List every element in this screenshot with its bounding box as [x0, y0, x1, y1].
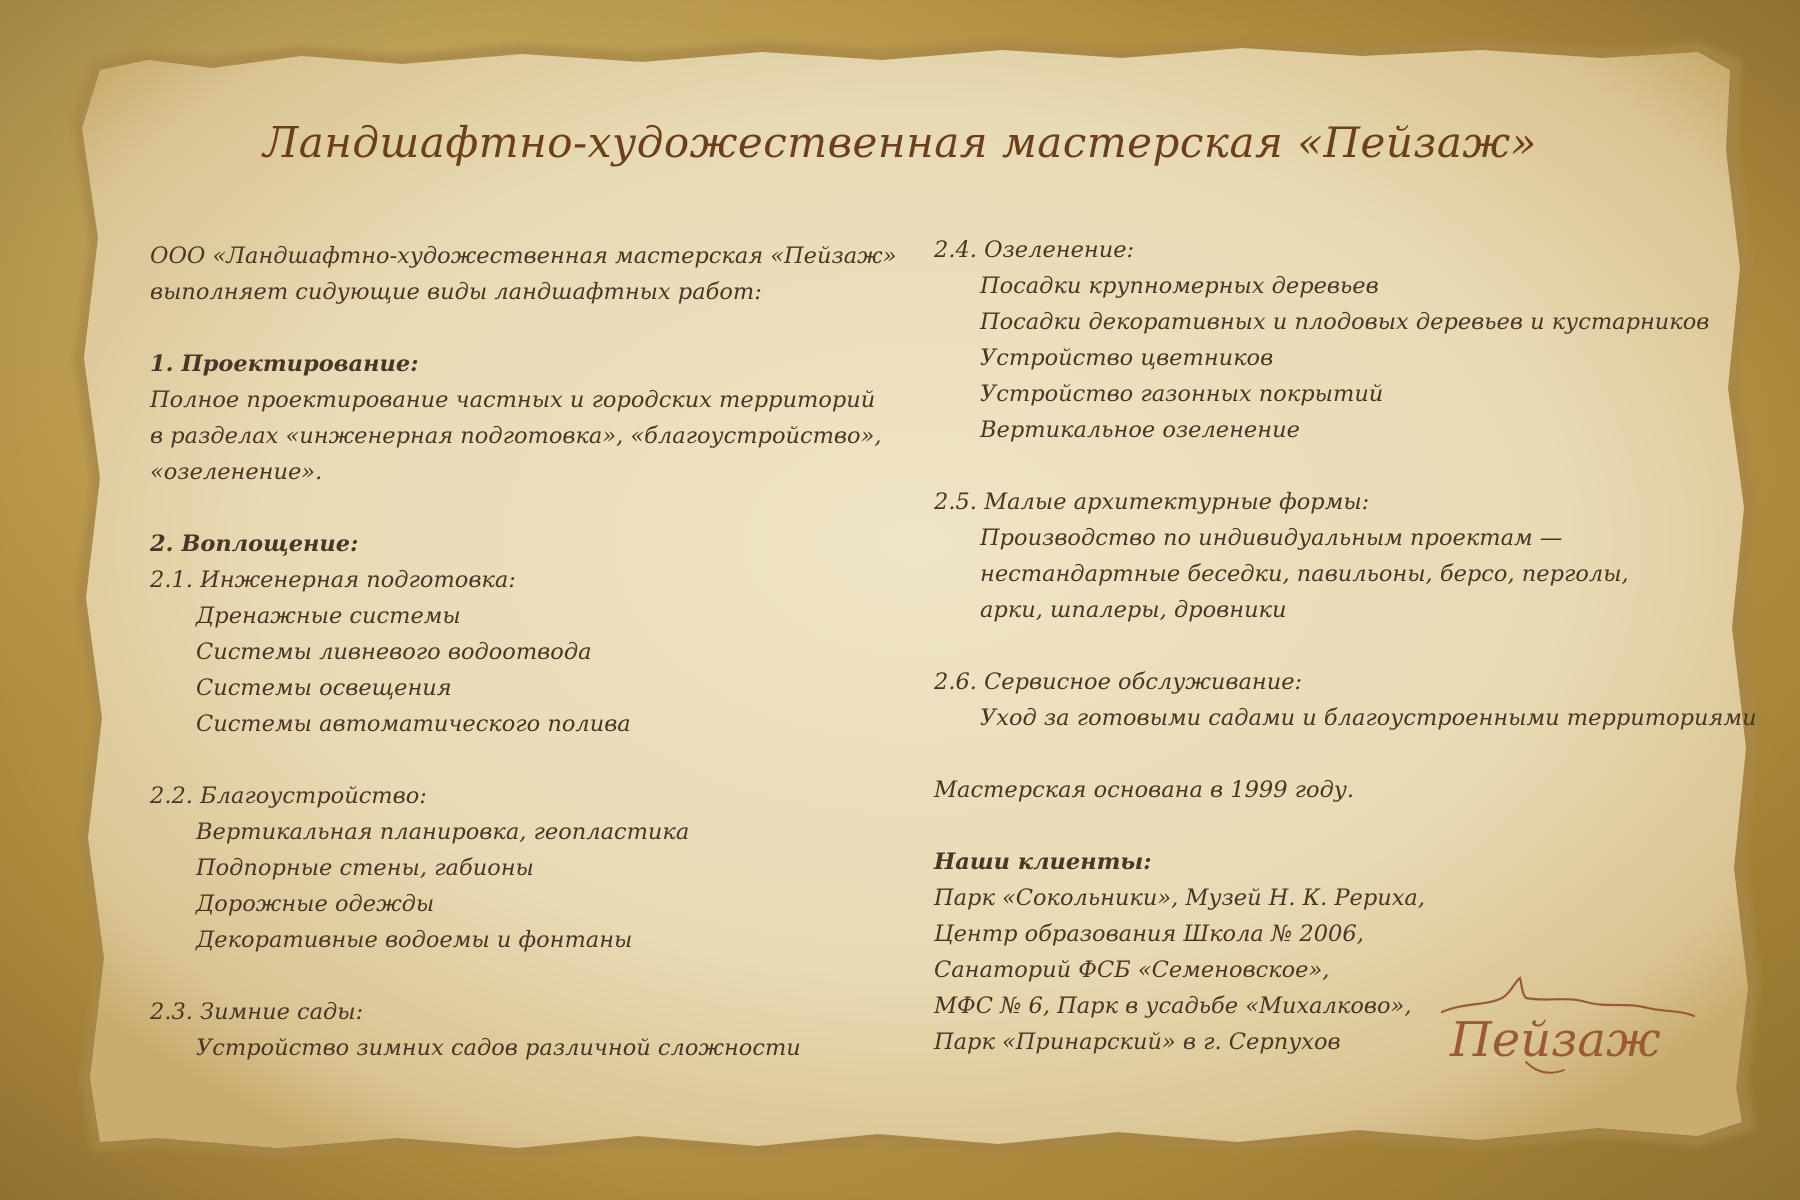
list-item: Посадки крупномерных деревьев [980, 273, 1379, 299]
clients-line: МФС № 6, Парк в усадьбе «Михалково», [934, 993, 1412, 1019]
clients-line: Парк «Сокольники», Музей Н. К. Рериха, [934, 885, 1425, 911]
list-item: Уход за готовыми садами и благоустроенными территориями [980, 705, 1757, 731]
list-item: Устройство цветников [980, 345, 1274, 371]
list-item: Системы освещения [196, 675, 452, 701]
list-item: Декоративные водоемы и фонтаны [196, 927, 633, 953]
list-item: Вертикальная планировка, геопластика [196, 819, 690, 845]
list-item: Вертикальное озеленение [980, 417, 1300, 443]
list-item: Системы автоматического полива [196, 711, 631, 737]
logo-text: Пейзаж [1450, 1012, 1661, 1068]
section-heading-design: 1. Проектирование: [150, 351, 419, 377]
page-title: Ландшафтно-художественная мастерская «Пейзаж» [263, 118, 1537, 167]
list-item: Дренажные системы [196, 603, 461, 629]
founded-text: Мастерская основана в 1999 году. [934, 777, 1355, 803]
list-item: Системы ливневого водоотвода [196, 639, 592, 665]
intro-line: ООО «Ландшафтно-художественная мастерская «Пейзаж» [150, 243, 897, 269]
list-item: Устройство зимних садов различной сложности [196, 1035, 801, 1061]
design-text-line: «озеленение». [150, 459, 323, 485]
clients-line: Центр образования Школа № 2006, [934, 921, 1364, 947]
landscape-signature-logo-icon [1436, 972, 1698, 1082]
clients-heading: Наши клиенты: [934, 849, 1152, 875]
design-text-line: в разделах «инженерная подготовка», «благоустройство», [150, 423, 882, 449]
clients-line: Санаторий ФСБ «Семеновское», [934, 957, 1330, 983]
intro-line: выполняет сидующие виды ландшафтных работ: [150, 279, 762, 305]
subsection-heading-small-forms: 2.5. Малые архитектурные формы: [934, 489, 1370, 515]
list-item: нестандартные беседки, павильоны, берсо, перголы, [980, 561, 1629, 587]
list-item: арки, шпалеры, дровники [980, 597, 1287, 623]
subsection-heading-improvement: 2.2. Благоустройство: [150, 783, 427, 809]
subsection-heading-greening: 2.4. Озеленение: [934, 237, 1135, 263]
list-item: Посадки декоративных и плодовых деревьев и кустарников [980, 309, 1710, 335]
list-item: Подпорные стены, габионы [196, 855, 534, 881]
services-right-column [934, 232, 1757, 1060]
subsection-heading-winter-gardens: 2.3. Зимние сады: [150, 999, 364, 1025]
subsection-heading-service: 2.6. Сервисное обслуживание: [934, 669, 1303, 695]
clients-line: Парк «Принарский» в г. Серпухов [934, 1029, 1341, 1055]
list-item: Производство по индивидуальным проектам — [980, 525, 1563, 551]
services-left-column [150, 238, 897, 1066]
list-item: Дорожные одежды [196, 891, 435, 917]
subsection-heading-engineering: 2.1. Инженерная подготовка: [150, 567, 516, 593]
section-heading-implementation: 2. Воплощение: [150, 531, 359, 557]
design-text-line: Полное проектирование частных и городских территорий [150, 387, 876, 413]
list-item: Устройство газонных покрытий [980, 381, 1384, 407]
